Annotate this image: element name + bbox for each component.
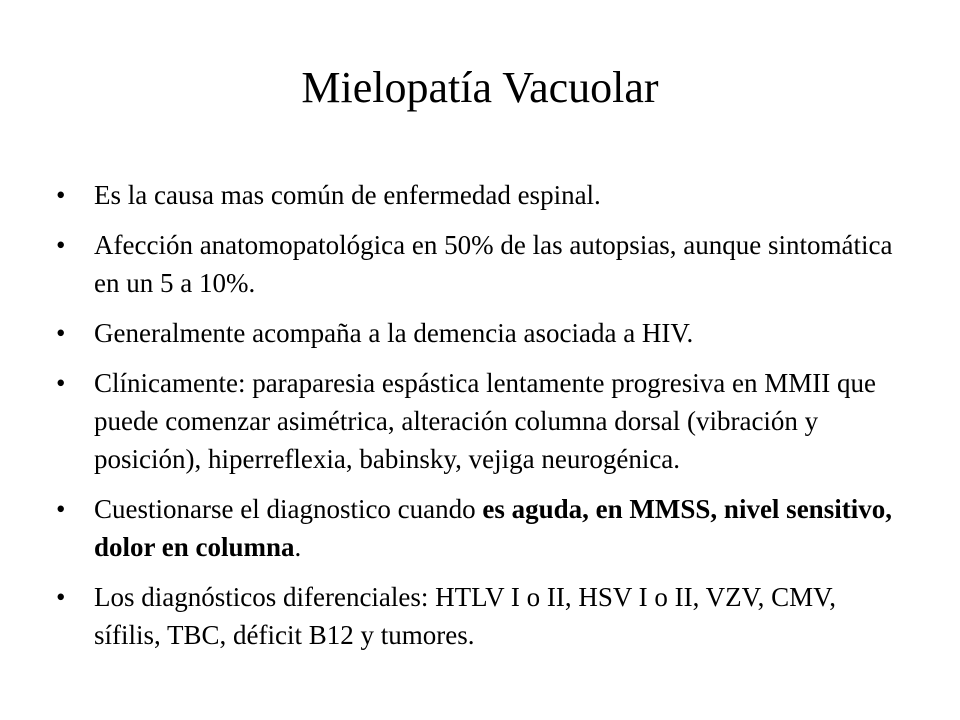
bullet-text: Afección anatomopatológica en 50% de las autopsias, aunque sintomática en un 5 a 10%. <box>94 230 893 298</box>
bullet-icon: • <box>56 368 66 398</box>
bullet-item <box>56 226 906 302</box>
bullet-icon: • <box>56 318 66 348</box>
bullet-text: Es la causa mas común de enfermedad espinal. <box>94 180 601 210</box>
bullet-icon: • <box>56 582 66 612</box>
bullet-text-prefix: Cuestionarse el diagnostico cuando <box>94 494 483 524</box>
bullet-text <box>94 490 906 566</box>
bullet-item <box>56 578 906 654</box>
bullet-item <box>56 364 906 478</box>
bullet-icon: • <box>56 230 66 260</box>
bullet-icon: • <box>56 494 66 524</box>
slide-title: Mielopatía Vacuolar <box>301 63 659 112</box>
bullet-icon: • <box>56 180 66 210</box>
bullet-item <box>56 490 906 566</box>
bullet-text: Generalmente acompaña a la demencia asociada a HIV. <box>94 318 694 348</box>
bullet-text-bold: es aguda, en MMSS, nivel sensitivo, dolor en columna <box>94 494 892 562</box>
bullet-text: Clínicamente: paraparesia espástica lentamente progresiva en MMII que puede comenzar asimétrica, alteración columna dorsal (vibración y posición), hiperreflexia, babinsky, vejiga neurogénica. <box>94 368 876 474</box>
bullet-text: Los diagnósticos diferenciales: HTLV I o II, HSV I o II, VZV, CMV, sífilis, TBC, déficit B12 y tumores. <box>94 582 836 650</box>
bullet-list <box>56 176 906 666</box>
bullet-item <box>56 176 906 214</box>
bullet-text-suffix: . <box>294 532 302 562</box>
bullet-item <box>56 314 906 352</box>
